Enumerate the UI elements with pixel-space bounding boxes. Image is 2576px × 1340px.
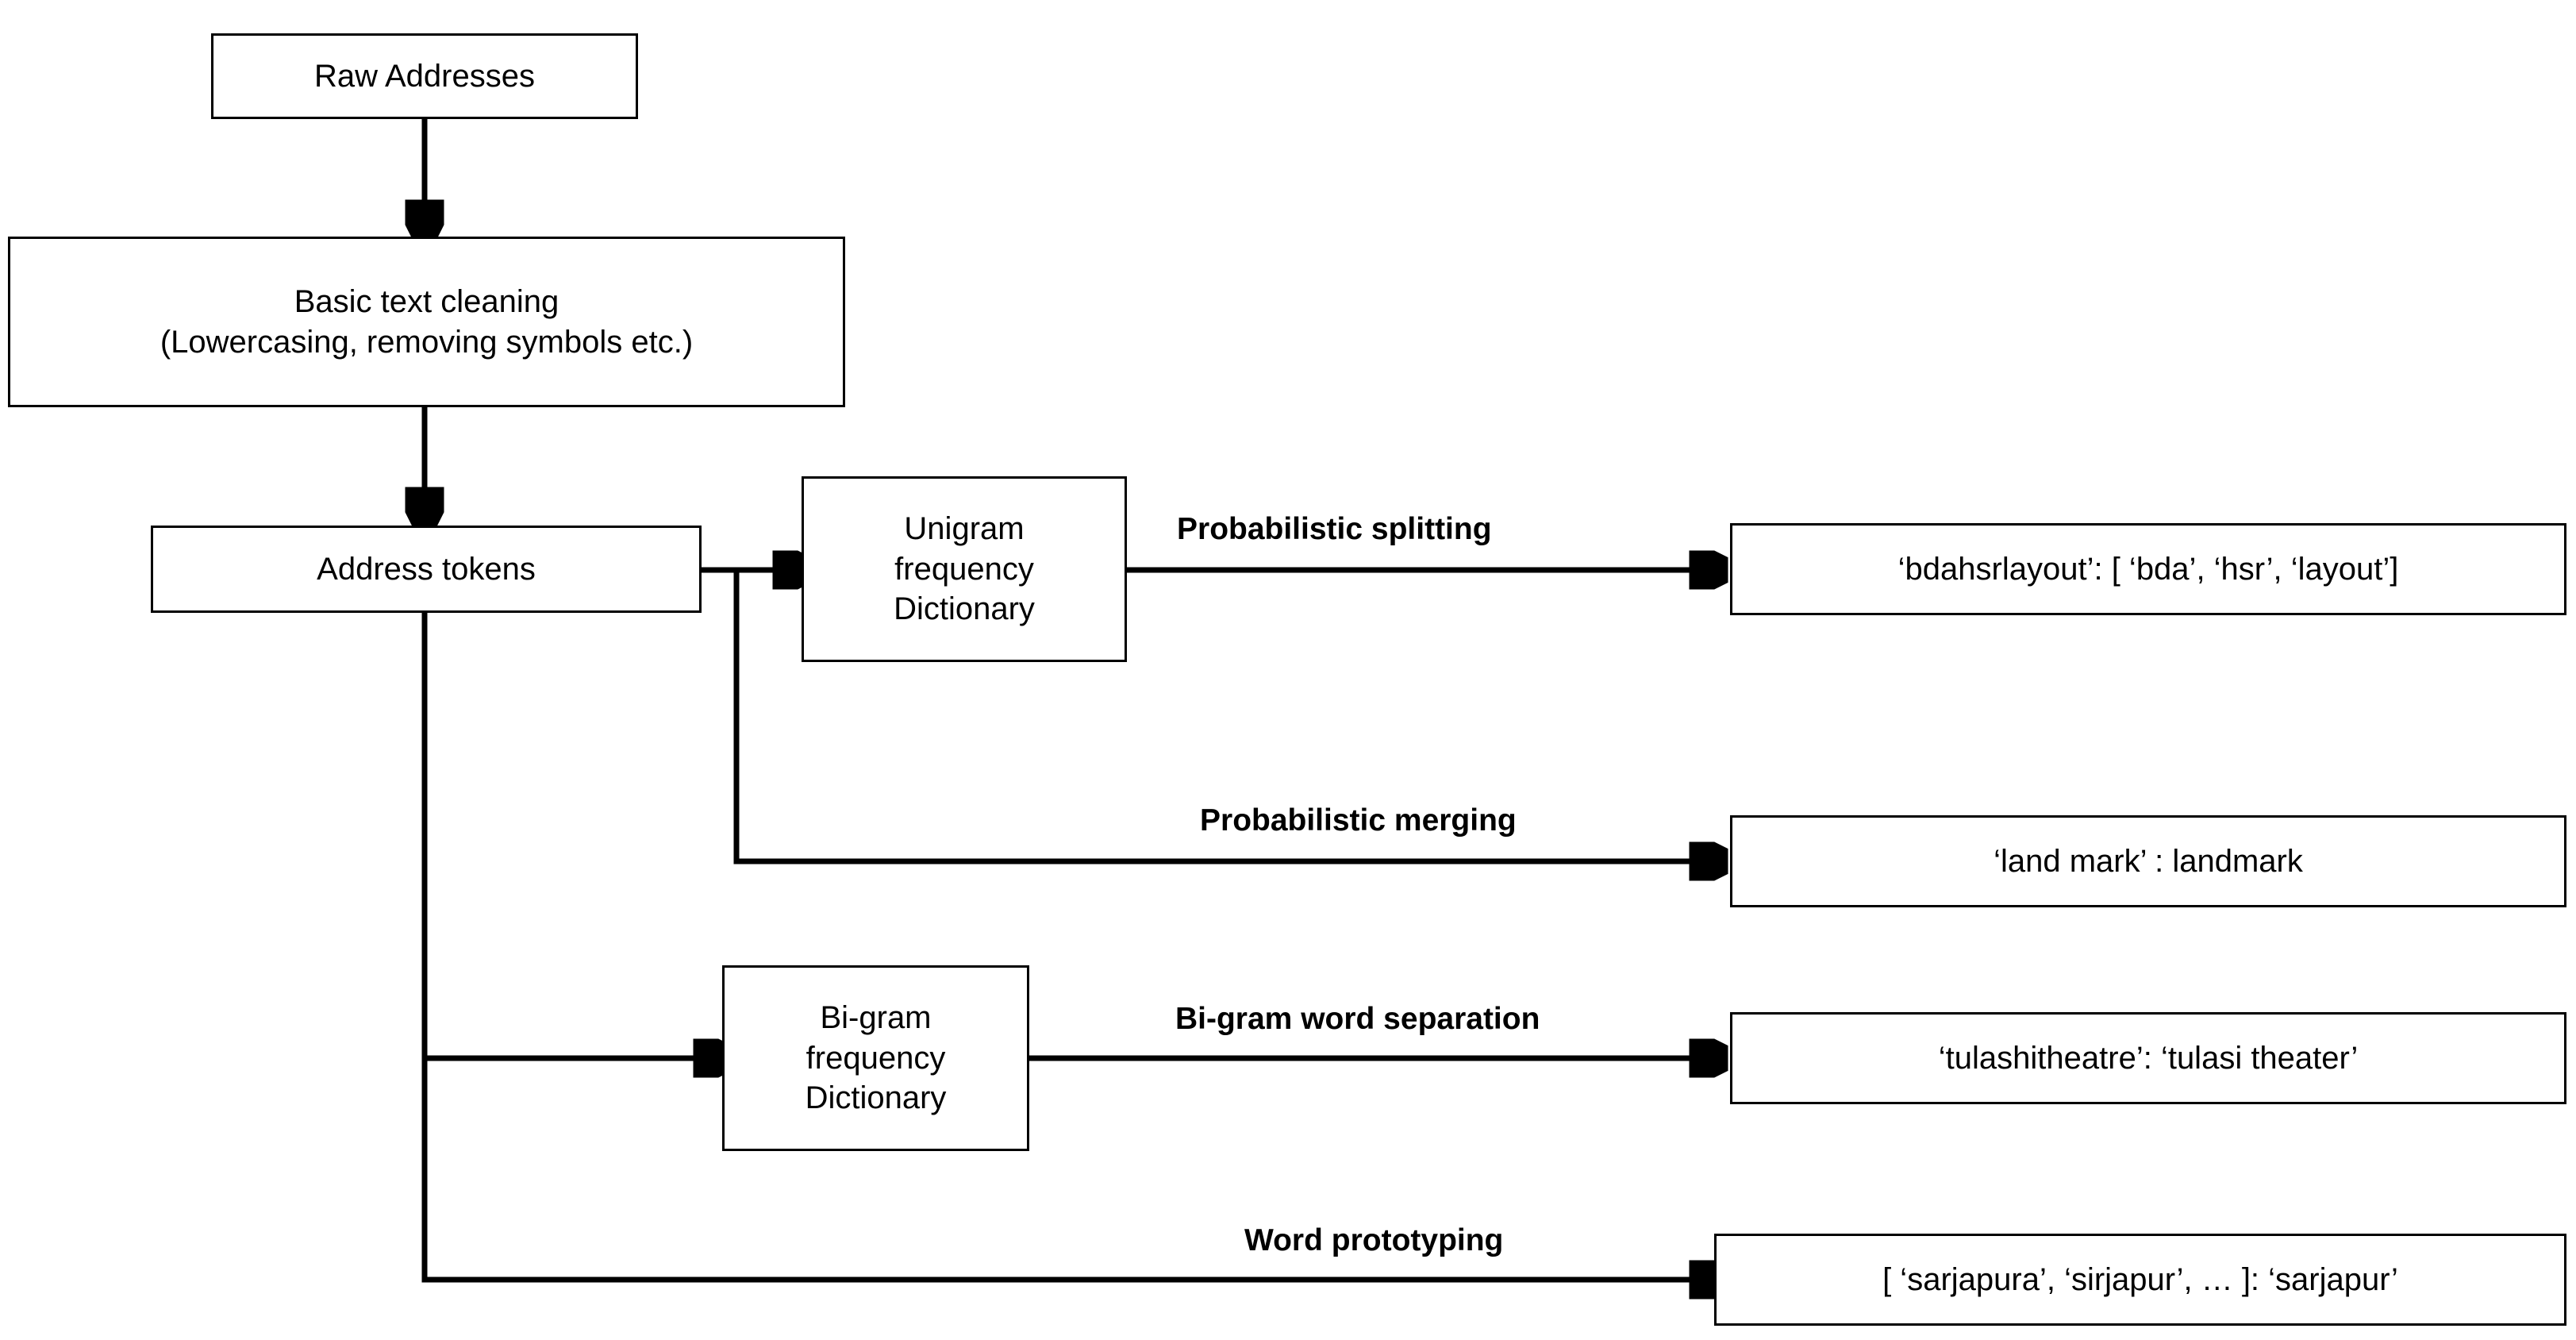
node-label-line-3: Dictionary: [805, 1080, 947, 1116]
edge-label-probabilistic-splitting: Probabilistic splitting: [1177, 512, 1492, 546]
node-label-line-1: Unigram: [904, 511, 1025, 547]
node-raw-addresses: [211, 33, 638, 119]
node-label-line-1: Basic text cleaning: [294, 284, 559, 320]
node-label: ‘tulashitheatre’: ‘tulasi theater’: [1938, 1040, 2359, 1076]
node-label-line-1: Bi-gram: [820, 1000, 932, 1036]
node-label: Raw Addresses: [314, 58, 535, 94]
node-label-line-3: Dictionary: [894, 591, 1035, 627]
node-output-splitting: [1730, 523, 2566, 615]
node-output-prototyping: [1714, 1234, 2566, 1326]
node-label-line-2: frequency: [894, 551, 1034, 587]
node-output-merging: [1730, 815, 2566, 907]
node-label-line-2: frequency: [805, 1040, 946, 1076]
node-label: ‘bdahsrlayout’: [ ‘bda’, ‘hsr’, ‘layout’]: [1897, 551, 2399, 587]
node-basic-text-cleaning: [8, 237, 845, 407]
node-address-tokens: [151, 526, 702, 613]
node-bigram-dictionary: [722, 965, 1029, 1151]
node-label: Address tokens: [317, 551, 536, 587]
node-output-bigram: [1730, 1012, 2566, 1104]
edge-label-word-prototyping: Word prototyping: [1244, 1223, 1504, 1257]
edge-label-probabilistic-merging: Probabilistic merging: [1200, 803, 1517, 838]
node-unigram-dictionary: [802, 476, 1127, 662]
edge-label-bigram-word-separation: Bi-gram word separation: [1175, 1002, 1540, 1036]
node-label-line-2: (Lowercasing, removing symbols etc.): [160, 324, 694, 360]
node-label: ‘land mark’ : landmark: [1994, 843, 2303, 879]
node-label: [ ‘sarjapura’, ‘sirjapur’, … ]: ‘sarjapur’: [1882, 1261, 2398, 1297]
